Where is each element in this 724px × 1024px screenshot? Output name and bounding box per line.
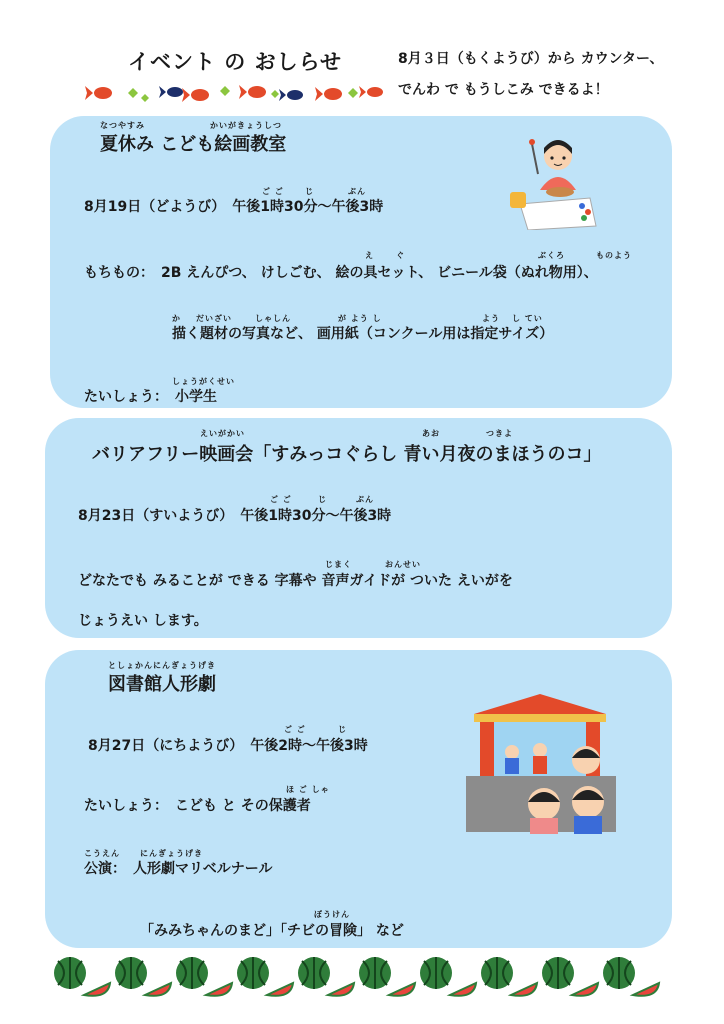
- furigana: あお: [422, 429, 440, 438]
- furigana: にんぎょうげき: [140, 849, 203, 858]
- event3-programs: 「みみちゃんのまど」「チビの冒険」 など: [140, 923, 404, 939]
- goldfish-decoration: [85, 80, 385, 106]
- furigana: ぷん: [348, 187, 366, 196]
- furigana: か: [172, 314, 181, 323]
- furigana: ぷん: [356, 495, 374, 504]
- event1-target: たいしょう： 小学生: [84, 389, 217, 405]
- notice-line-2: でんわ で もうしこみ できるよ！: [398, 82, 609, 98]
- furigana: おんせい: [385, 560, 421, 569]
- furigana: え: [365, 251, 374, 260]
- event1-datetime: 8月19日（どようび） 午後1時30分～午後3時: [84, 199, 384, 215]
- puppet-theater-illustration: [464, 694, 616, 836]
- furigana: じまく: [325, 560, 352, 569]
- furigana: つきよ: [486, 429, 513, 438]
- furigana: ご ご: [262, 187, 284, 196]
- furigana: が よう し: [338, 314, 382, 323]
- furigana: えいがかい: [200, 429, 245, 438]
- furigana: ものよう: [596, 251, 632, 260]
- furigana: なつやすみ: [100, 121, 145, 130]
- event2-datetime: 8月23日（すいようび） 午後1時30分～午後3時: [78, 508, 392, 524]
- furigana: ご ご: [270, 495, 292, 504]
- furigana: としょかんにんぎょうげき: [108, 661, 216, 670]
- event3-target: たいしょう： こども と その保護者: [84, 798, 311, 814]
- event1-title: 夏休み こども絵画教室: [100, 134, 287, 155]
- event1-items-line1: もちもの： 2B えんぴつ、 けしごむ、 絵の具セット、 ビニール袋（ぬれ物用）、: [84, 265, 598, 281]
- notice-line-1: 8月３日（もくようび）から カウンター、: [398, 51, 664, 67]
- furigana: し てい: [512, 314, 543, 323]
- furigana: しょうがくせい: [172, 377, 235, 386]
- furigana: じ: [305, 187, 314, 196]
- furigana: じ: [318, 495, 327, 504]
- furigana: ほ ご しゃ: [286, 785, 330, 794]
- event3-datetime: 8月27日（にちようび） 午後2時～午後3時: [88, 738, 368, 754]
- furigana: じ: [338, 725, 347, 734]
- furigana: ぶくろ: [538, 251, 565, 260]
- painting-child-illustration: [500, 134, 600, 230]
- furigana: こうえん: [84, 849, 120, 858]
- event2-title: バリアフリー映画会「すみっコぐらし 青い月夜のまほうのコ」: [92, 444, 602, 465]
- event3-title: 図書館人形劇: [108, 674, 216, 695]
- application-notice: [398, 44, 664, 106]
- event2-description-line1: どなたでも みることが できる 字幕や 音声ガイドが ついた えいがを: [78, 573, 513, 589]
- page-title: イベント の おしらせ: [128, 50, 342, 74]
- event1-items-line2: 描く題材の写真など、 画用紙（コンクール用は指定サイズ）: [172, 326, 554, 342]
- watermelon-border-decoration: [48, 955, 678, 1001]
- furigana: だいざい: [196, 314, 232, 323]
- event3-performance: 公演： 人形劇マリベルナール: [84, 861, 273, 877]
- event2-description-line2: じょうえい します。: [78, 613, 208, 629]
- furigana: よう: [482, 314, 500, 323]
- furigana: ご ご: [284, 725, 306, 734]
- furigana: ぐ: [396, 251, 405, 260]
- furigana: かいがきょうしつ: [210, 121, 282, 130]
- furigana: ぼうけん: [314, 910, 350, 919]
- furigana: しゃしん: [255, 314, 291, 323]
